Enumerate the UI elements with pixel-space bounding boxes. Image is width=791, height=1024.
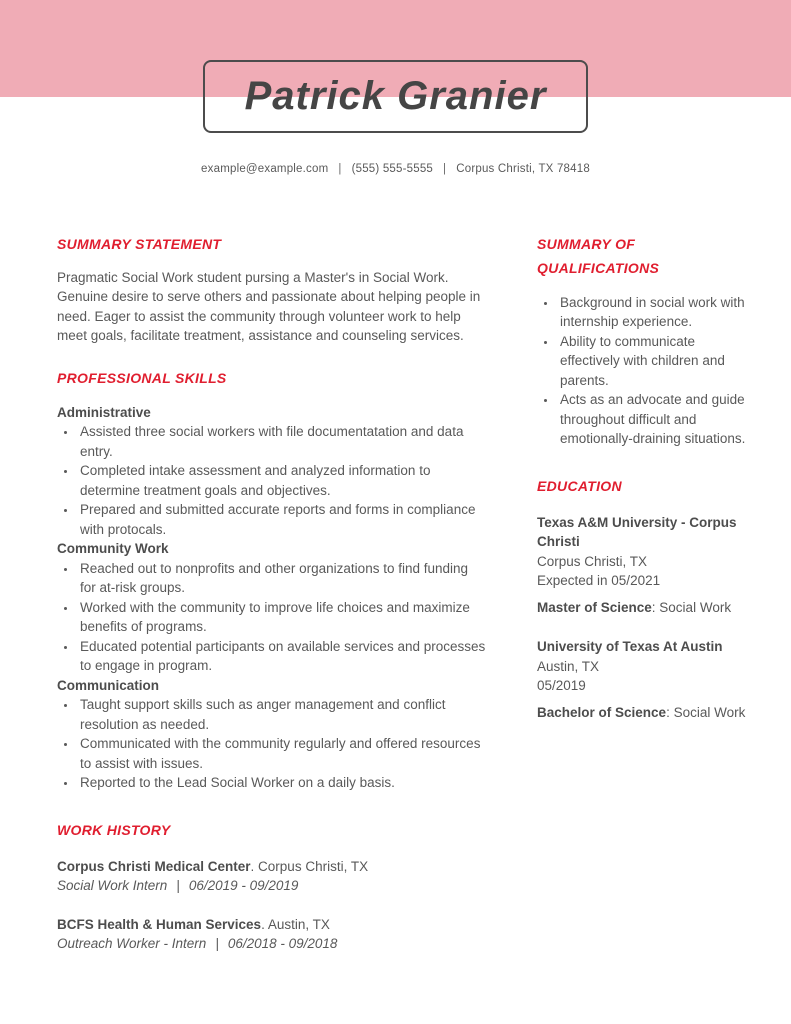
school-location: Corpus Christi, TX bbox=[537, 553, 648, 569]
job-role-line bbox=[57, 876, 487, 896]
pipe-separator: | bbox=[443, 163, 447, 175]
job-dates: 06/2018 - 09/2018 bbox=[227, 936, 338, 951]
degree-field: : Social Work bbox=[651, 599, 732, 615]
section-education bbox=[537, 474, 751, 723]
list-item: • Acts as an advocate and guide throughout difficult and emotionally-draining situations. bbox=[557, 390, 751, 449]
degree-name: Master of Science bbox=[537, 599, 652, 615]
skill-list-communication bbox=[57, 695, 487, 793]
job-employer-line bbox=[57, 857, 487, 877]
left-column bbox=[57, 232, 487, 954]
skills-body bbox=[57, 403, 487, 793]
section-summary-of-qualifications bbox=[537, 232, 751, 449]
list-item: • Reached out to nonprofits and other organizations to find funding for at-risk groups. bbox=[77, 559, 487, 598]
list-item: • Completed intake assessment and analyzed information to determine treatment goals and objectives. bbox=[77, 461, 487, 500]
education-entry bbox=[537, 637, 751, 722]
section-professional-skills bbox=[57, 366, 487, 793]
education-entry bbox=[537, 513, 751, 618]
job-dates: 06/2019 - 09/2019 bbox=[188, 878, 299, 893]
name-box bbox=[203, 60, 588, 133]
employer-name: BCFS Health & Human Services bbox=[57, 916, 262, 932]
graduation-date: 05/2019 bbox=[537, 678, 586, 693]
list-item: • Assisted three social workers with file documentatation and data entry. bbox=[77, 422, 487, 461]
section-work-history bbox=[57, 818, 487, 954]
contact-phone: (555) 555-5555 bbox=[351, 163, 434, 175]
school-name: University of Texas At Austin bbox=[537, 639, 723, 654]
section-summary-statement bbox=[57, 232, 487, 346]
employer-location: . Corpus Christi, TX bbox=[250, 858, 369, 874]
job-employer-line bbox=[57, 915, 487, 935]
contact-line bbox=[0, 160, 791, 180]
job-role-line bbox=[57, 934, 487, 954]
school-name: Texas A&M University - Corpus Christi bbox=[537, 514, 737, 549]
pipe-separator: | bbox=[176, 878, 180, 893]
list-item: • Taught support skills such as anger management and conflict resolution as needed. bbox=[77, 695, 487, 734]
summary-paragraph: Pragmatic Social Work student pursing a Master's in Social Work. Genuine desire to serve others and passionate about helping people in need. Eager to assist the community through volunteer work to help meet goals, facilitate treatment, assistance and counseling services. bbox=[57, 269, 481, 343]
candidate-name: Patrick Granier bbox=[244, 73, 547, 118]
graduation-date: Expected in 05/2021 bbox=[537, 573, 661, 588]
school-location: Austin, TX bbox=[537, 658, 600, 674]
contact-email: example@example.com bbox=[201, 163, 329, 175]
list-item: • Educated potential participants on available services and processes to engage in program. bbox=[77, 637, 487, 676]
list-item: • Prepared and submitted accurate reports and forms in compliance with protocals. bbox=[77, 500, 487, 539]
degree-field: : Social Work bbox=[666, 704, 746, 720]
list-item: • Background in social work with internship experience. bbox=[557, 293, 751, 332]
skill-group-title: Administrative bbox=[57, 404, 151, 420]
job-entry bbox=[57, 915, 487, 954]
degree-line bbox=[537, 598, 751, 618]
employer-name: Corpus Christi Medical Center bbox=[57, 858, 251, 874]
list-item: • Reported to the Lead Social Worker on a daily basis. bbox=[77, 773, 487, 793]
list-item: • Communicated with the community regularly and offered resources to assist with issues. bbox=[77, 734, 487, 773]
resume-header bbox=[0, 0, 791, 133]
section-heading: SUMMARY STATEMENT bbox=[57, 235, 222, 252]
degree-line bbox=[537, 703, 751, 723]
job-entry bbox=[57, 857, 487, 896]
skill-group-title: Communication bbox=[57, 677, 160, 693]
section-heading: SUMMARY OF QUALIFICATIONS bbox=[537, 235, 660, 276]
section-heading: WORK HISTORY bbox=[57, 821, 171, 838]
job-title: Outreach Worker - Intern bbox=[57, 936, 207, 951]
pipe-separator: | bbox=[215, 936, 219, 951]
contact-location: Corpus Christi, TX 78418 bbox=[456, 163, 590, 175]
qualifications-list bbox=[537, 293, 751, 449]
resume-body bbox=[0, 232, 791, 954]
employer-location: . Austin, TX bbox=[261, 916, 330, 932]
degree-name: Bachelor of Science bbox=[537, 704, 667, 720]
job-title: Social Work Intern bbox=[57, 878, 168, 893]
list-item: • Worked with the community to improve life choices and maximize benefits of programs. bbox=[77, 598, 487, 637]
skill-list-administrative bbox=[57, 422, 487, 539]
pipe-separator: | bbox=[338, 163, 342, 175]
skill-list-community-work bbox=[57, 559, 487, 676]
section-heading: EDUCATION bbox=[537, 477, 622, 494]
section-heading: PROFESSIONAL SKILLS bbox=[57, 369, 227, 386]
skill-group-title: Community Work bbox=[57, 541, 169, 556]
right-column bbox=[537, 232, 751, 954]
list-item: • Ability to communicate effectively with children and parents. bbox=[557, 332, 751, 391]
